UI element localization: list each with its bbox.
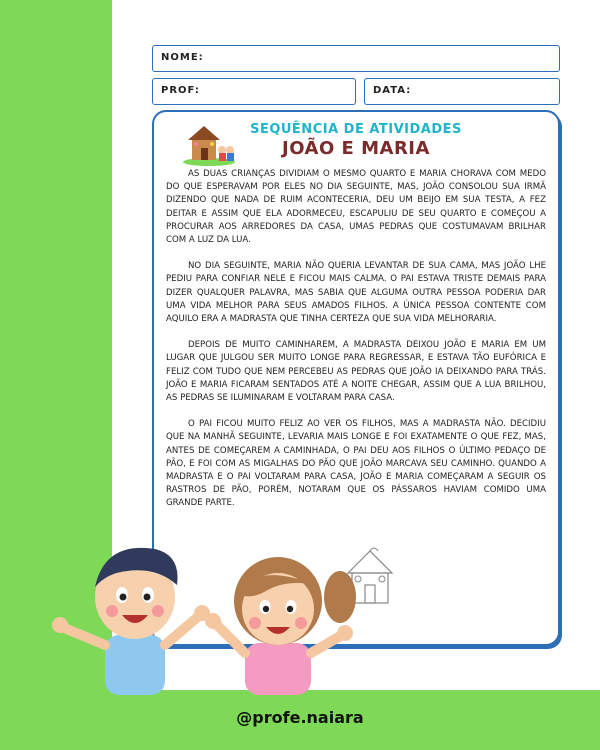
name-label: NOME: [161,52,204,63]
date-field[interactable] [364,78,560,105]
story-text [166,168,546,524]
teacher-field[interactable] [152,78,356,105]
story-paragraph: O PAI FICOU MUITO FELIZ AO VER OS FILHOS, MAS A MADRASTA NÃO. DECIDIU QUE NA MANHÃ SEGUINTE, LEVARIA MAIS LONGE E FOI EXATAMENTE O QUE FEZ, MAS, ANTES DE COMEÇAREM A CAMINHADA, O PAI DEU AOS FILHOS O ÚLTIMO PEDAÇO DE PÃO, E FOI COM AS MIGALHAS DO PÃO QUE JOÃO MARCAVA SEU CAMINHO. QUANDO A MADRASTA E O PAI VOLTARAM PARA CASA, JOÃO E MARIA COMEÇARAM A SEGUIR OS RASTROS DE PÃO, PORÉM, NOTARAM QUE OS PÁSSAROS HAVIAM COMIDO UMA GRANDE PARTE. [166,419,546,509]
author-handle: @profe.naiara [236,708,364,727]
children-illustration [50,535,400,695]
story-title: JOÃO E MARIA [282,138,430,159]
girl-figure [205,557,356,695]
boy-figure [52,548,210,695]
activity-subtitle: SEQUÊNCIA DE ATIVIDADES [250,122,462,137]
story-paragraph: NO DIA SEGUINTE, MARIA NÃO QUERIA LEVANTAR DE SUA CAMA, MAS JOÃO LHE PEDIU PARA CONFIAR NELE E FICOU MAIS CALMA. O PAI ESTAVA TRISTE DEMAIS PARA DIZER QUALQUER PALAVRA, MAS SABIA QUE ALGUMA OUTRA PESSOA PODERIA DAR UMA VIDA MELHOR PARA SEUS AMADOS FILHOS. A ÚNICA PESSOA CONTENTE COM AQUILO ERA A MADRASTA QUE TINHA CERTEZA QUE SUA VIDA MELHORARIA. [166,261,546,325]
story-paragraph: DEPOIS DE MUITO CAMINHAREM, A MADRASTA DEIXOU JOÃO E MARIA EM UM LUGAR QUE JULGOU SER MUITO LONGE PARA REGRESSAR, E ESTAVA TÃO EUFÓRICA E FELIZ COM TUDO QUE NEM PERCEBEU AS PEDRAS QUE JOÃO IA DEIXANDO PARA TRÁS. JOÃO E MARIA FICARAM SENTADOS ATÉ A NOITE CHEGAR, ASSIM QUE A LUA BRILHOU, AS PEDRAS SE ILUMINARAM E VOLTARAM PARA CASA. [166,340,546,404]
teacher-label: PROF: [161,85,200,96]
date-label: DATA: [373,85,412,96]
name-field[interactable] [152,45,560,72]
story-paragraph: AS DUAS CRIANÇAS DIVIDIAM O MESMO QUARTO E MARIA CHORAVA COM MEDO DO QUE ESPERAVAM POR ELES NO DIA SEGUINTE, MAS, JOÃO CONSOLOU SUA IRMÃ DIZENDO QUE NADA DE RUIM ACONTECERIA, DEU UM BEIJO EM SUA TESTA, A FEZ DEITAR E ASSIM QUE ELA ADORMECEU, ESCAPULIU DE SEU QUARTO E COMEÇOU A PROCURAR AOS ARREDORES DA CASA, UMAS PEDRAS QUE COSTUMAVAM BRILHAR COM A LUZ DA LUA. [166,169,546,246]
